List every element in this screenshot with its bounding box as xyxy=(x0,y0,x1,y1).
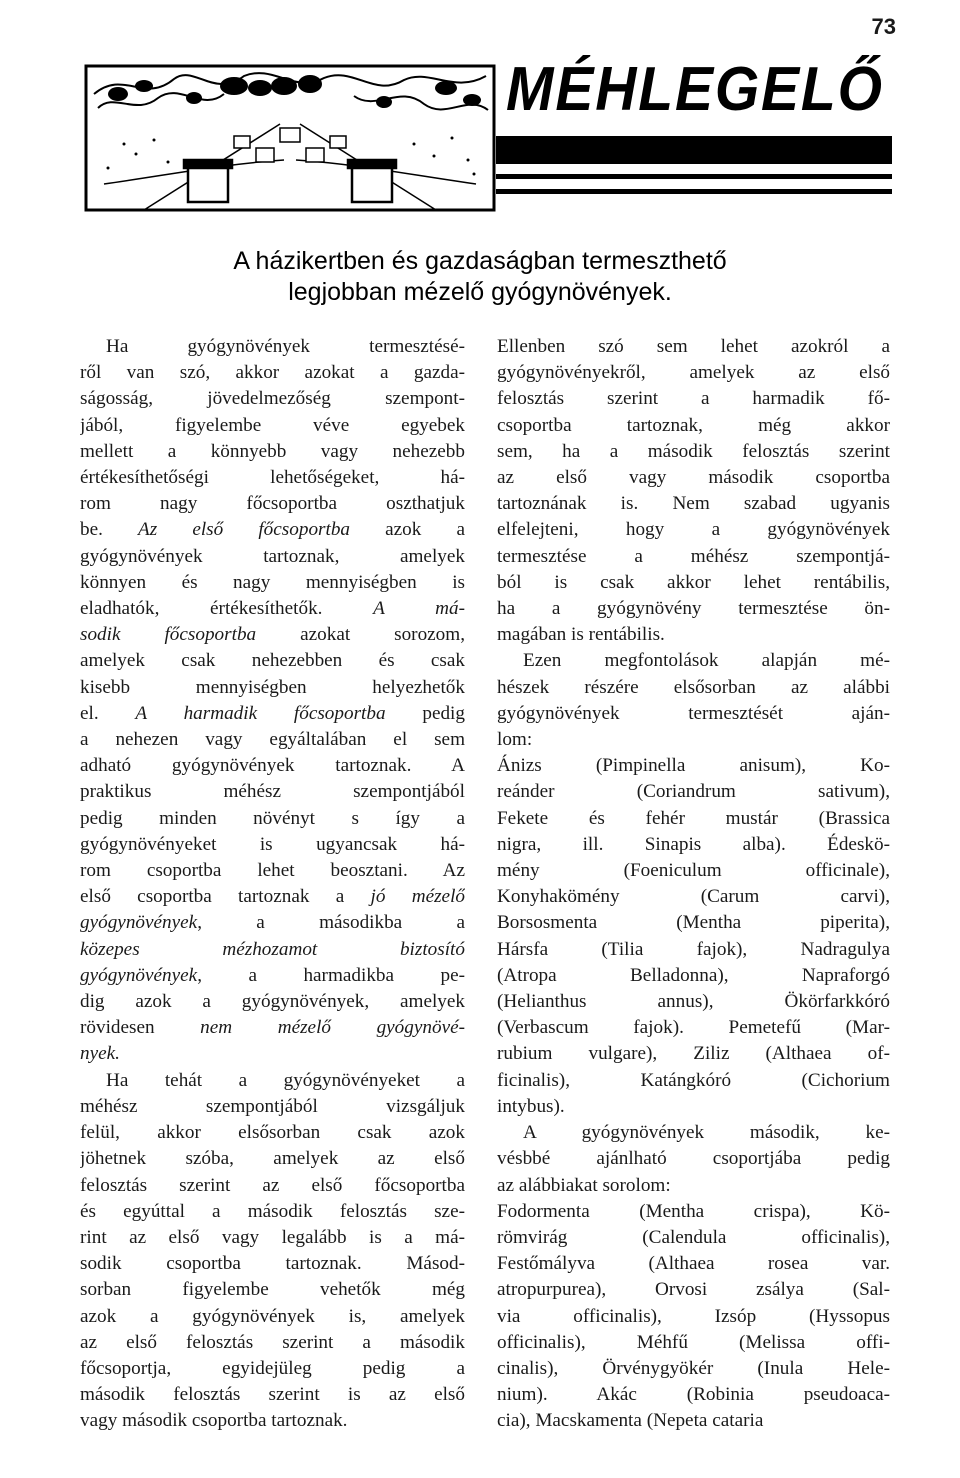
text-line: lom: xyxy=(497,729,533,751)
text-line: rint az első vagy legalább is a má- xyxy=(80,1226,465,1248)
text-line: Festőmályva (Althaea rosea var. xyxy=(497,1253,890,1275)
text-line: gyógynövényeket is ugyancsak há- xyxy=(80,833,465,855)
text-line: a nehezen vagy egyáltalában el sem xyxy=(80,729,465,751)
text-line: rövidesen nem mézelő gyógynövé- xyxy=(80,1017,465,1039)
text-line: römvirág (Calendula officinalis), xyxy=(497,1226,890,1248)
text-line: felosztás szerint a harmadik fő- xyxy=(497,388,890,410)
text-line: officinalis), Méhfű (Melissa offi- xyxy=(497,1331,890,1353)
masthead-thick-rule xyxy=(496,136,892,164)
beehive-garden-illustration xyxy=(84,64,496,212)
text-line: cinalis), Örvénygyökér (Inula Hele- xyxy=(497,1357,890,1379)
text-line: atropurpurea), Orvosi zsálya (Sal- xyxy=(497,1279,890,1301)
text-line: el. A harmadik főcsoportba pedig xyxy=(80,702,465,724)
text-line: magában is rentábilis. xyxy=(497,624,665,646)
text-line: ről van szó, akkor azokat a gazda- xyxy=(80,362,465,384)
text-line: Ánizs (Pimpinella anisum), Ko- xyxy=(497,755,890,777)
text-line: termesztése a méhész szempontjá- xyxy=(497,545,890,567)
text-line: Hársfa (Tilia fajok), Nadragulya xyxy=(497,938,890,960)
text-line: kisebb mennyiségben helyezhetők xyxy=(80,676,465,698)
masthead-thin-rule xyxy=(496,189,892,194)
text-line: gyógynövények, a másodikba a xyxy=(80,912,465,934)
text-line: ficinalis), Katángkóró (Cichorium xyxy=(497,1069,890,1091)
text-line: csoportba tartoznak, még akkor xyxy=(497,414,890,436)
text-line: könnyen és nagy mennyiségben is xyxy=(80,571,465,593)
text-line: gyógynövények tartoznak, amelyek xyxy=(80,545,465,567)
text-line: be. Az első főcsoportba azok a xyxy=(80,519,465,541)
right-text-column xyxy=(497,334,890,1435)
text-line: tartoznának is. Nem szabad ugyanis xyxy=(497,493,890,515)
text-line: ha a gyógynövény termesztése ön- xyxy=(497,598,890,620)
masthead xyxy=(496,54,892,212)
text-line: jöhetnek szóba, amelyek az első xyxy=(80,1148,465,1170)
text-line: eladhatók, értékesíthetők. A má- xyxy=(80,598,465,620)
text-line: értékesíthetőségi lehetőségeket, há- xyxy=(80,467,465,489)
text-line: jából, figyelembe véve egyebek xyxy=(80,414,465,436)
text-line: Ezen megfontolások alapján mé- xyxy=(523,650,890,672)
text-line: és egyúttal a második felosztás sze- xyxy=(80,1200,465,1222)
text-line: felosztás szerint az első főcsoportba xyxy=(80,1174,465,1196)
text-line: pedig minden növényt s így a xyxy=(80,807,465,829)
masthead-rules xyxy=(496,136,892,204)
beehive-illustration-graphic xyxy=(84,64,496,212)
text-line: Fekete és fehér mustár (Brassica xyxy=(497,807,890,829)
text-line: azok a gyógynövények is, amelyek xyxy=(80,1305,465,1327)
text-line: felül, akkor elsősorban csak azok xyxy=(80,1122,465,1144)
text-line: (Verbascum fajok). Pemetefű (Mar- xyxy=(497,1017,890,1039)
text-line: (Atropa Belladonna), Napraforgó xyxy=(497,964,890,986)
text-line: méhész szempontjából vizsgáljuk xyxy=(80,1095,465,1117)
text-line: Borsosmenta (Mentha piperita), xyxy=(497,912,890,934)
text-line: adható gyógynövények tartoznak. A xyxy=(80,755,465,777)
text-line: ságosság, jövedelmezőség szempont- xyxy=(80,388,465,410)
text-line: elfelejteni, hogy a gyógynövények xyxy=(497,519,890,541)
text-line: gyógynövények termesztését aján- xyxy=(497,702,890,724)
text-line: rom nagy főcsoportba oszthatjuk xyxy=(80,493,465,515)
masthead-thin-rule xyxy=(496,174,892,179)
text-line: sodik csoportba tartoznak. Másod- xyxy=(80,1253,465,1275)
text-line: nium). Akác (Robinia pseudoaca- xyxy=(497,1384,890,1406)
text-line: via officinalis), Izsóp (Hyssopus xyxy=(497,1305,890,1327)
text-line: első csoportba tartoznak a jó mézelő xyxy=(80,886,465,908)
text-line: az első vagy második csoportba xyxy=(497,467,890,489)
text-line: ból is csak akkor lehet rentábilis, xyxy=(497,571,890,593)
text-line: mény (Foeniculum officinale), xyxy=(497,860,890,882)
article-heading-line: A házikertben és gazdaságban termeszthető xyxy=(233,247,727,275)
masthead-title: MÉHLEGELŐ xyxy=(506,55,884,124)
text-line: Fodormenta (Mentha crispa), Kö- xyxy=(497,1200,890,1222)
text-line: az első felosztás szerint a második xyxy=(80,1331,465,1353)
text-line: az alábbiakat sorolom: xyxy=(497,1174,671,1196)
text-line: vagy második csoportba tartoznak. xyxy=(80,1410,348,1432)
text-line: hészek részére elsősorban az alábbi xyxy=(497,676,890,698)
text-line: Ha tehát a gyógynövényeket a xyxy=(106,1069,465,1091)
text-line: Ha gyógynövények termesztésé- xyxy=(106,336,465,357)
text-line: rom csoportba lehet beosztani. Az xyxy=(80,860,465,882)
text-line: második felosztás szerint is az első xyxy=(80,1384,465,1406)
text-line: Konyhakömény (Carum carvi), xyxy=(497,886,890,908)
text-line: sorban figyelembe vehetők még xyxy=(80,1279,465,1301)
text-line: (Helianthus annus), Ökörfarkkóró xyxy=(497,991,890,1013)
text-line: rubium vulgare), Ziliz (Althaea of- xyxy=(497,1043,890,1065)
text-line: Ellenben szó sem lehet azokról a xyxy=(497,336,890,357)
text-line: sem, ha a második felosztás szerint xyxy=(497,440,890,462)
text-line: közepes mézhozamot biztosító xyxy=(80,938,465,960)
text-line: cia), Macskamenta (Nepeta cataria xyxy=(497,1410,764,1432)
article-heading-line: legjobban mézelő gyógynövények. xyxy=(288,278,672,306)
text-line: mellett a könnyebb vagy nehezebb xyxy=(80,440,465,462)
text-line: nigra, ill. Sinapis alba). Édeskö- xyxy=(497,833,890,855)
text-line: vésbbé ajánlható csoportjába pedig xyxy=(497,1148,890,1170)
text-line: főcsoportja, egyidejüleg pedig a xyxy=(80,1357,465,1379)
text-line: gyógynövények, a harmadikba pe- xyxy=(80,964,465,986)
text-line: nyek. xyxy=(80,1043,120,1065)
text-line: reánder (Coriandrum sativum), xyxy=(497,781,890,803)
text-line: A gyógynövények második, ke- xyxy=(523,1122,890,1144)
text-line: intybus). xyxy=(497,1095,565,1117)
page-number: 73 xyxy=(871,14,896,39)
left-text-column xyxy=(80,334,465,1435)
text-line: gyógynövényekről, amelyek az első xyxy=(497,362,890,384)
text-line: sodik főcsoportba azokat sorozom, xyxy=(80,624,465,646)
text-line: praktikus méhész szempontjából xyxy=(80,781,465,803)
text-line: amelyek csak nehezebben és csak xyxy=(80,650,465,672)
article-heading xyxy=(120,246,840,308)
text-line: dig azok a gyógynövények, amelyek xyxy=(80,991,465,1013)
